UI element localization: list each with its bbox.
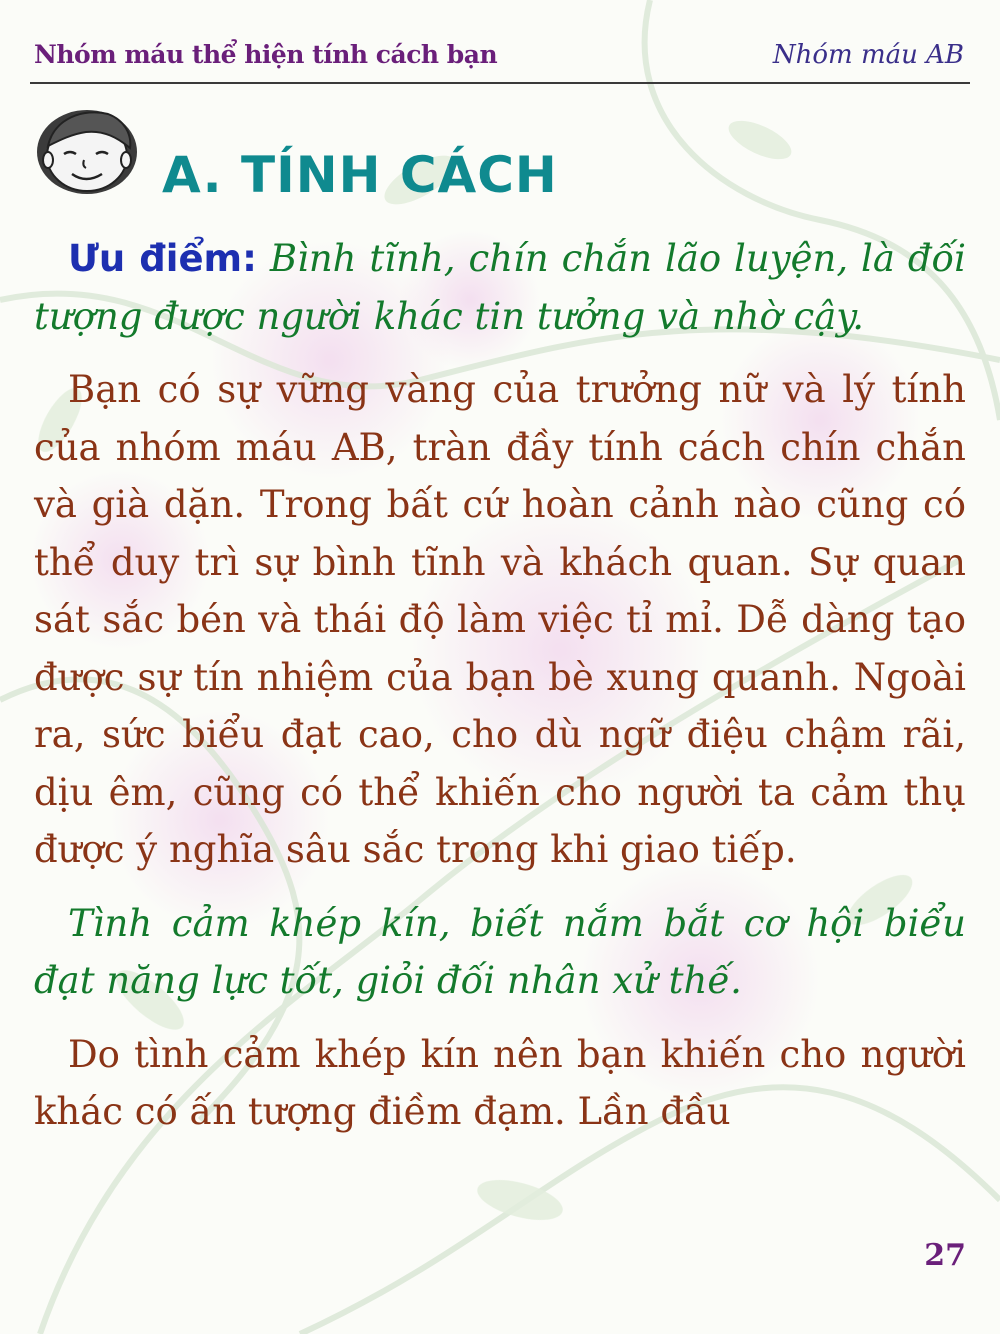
chapter-title: Nhóm máu AB <box>772 40 964 70</box>
advantages-text: Bình tĩnh, chín chắn lão luyện, là đối tượng được người khác tin tưởng và nhờ cậy. <box>34 237 966 338</box>
advantages-label: Ưu điểm: <box>68 237 257 280</box>
body-text <box>34 230 966 1157</box>
paragraph-advantages <box>34 230 966 345</box>
page-number: 27 <box>924 1238 966 1273</box>
paragraph-impression: Do tình cảm khép kín nên bạn khiến cho người khác có ấn tượng điềm đạm. Lần đầu <box>34 1032 966 1133</box>
book-title: Nhóm máu thể hiện tính cách bạn <box>34 40 498 69</box>
section-title: A. TÍNH CÁCH <box>162 146 558 204</box>
smiling-face-icon <box>34 104 140 196</box>
paragraph-emotion: Tình cảm khép kín, biết nắm bắt cơ hội biểu đạt năng lực tốt, giỏi đối nhân xử thế. <box>34 901 966 1002</box>
page-header <box>30 36 970 84</box>
paragraph-description: Bạn có sự vững vàng của trưởng nữ và lý tính của nhóm máu AB, tràn đầy tính cách chín chắn và già dặn. Trong bất cứ hoàn cảnh nào cũng có thể duy trì sự bình tĩnh và khách quan. Sự quan sát sắc bén và thái độ làm việc tỉ mỉ. Dễ dàng tạo được sự tín nhiệm của bạn bè xung quanh. Ngoài ra, sức biểu đạt cao, cho dù ngữ điệu chậm rãi, dịu êm, cũng có thể khiến cho người ta cảm thụ được ý nghĩa sâu sắc trong khi giao tiếp. <box>34 368 966 871</box>
